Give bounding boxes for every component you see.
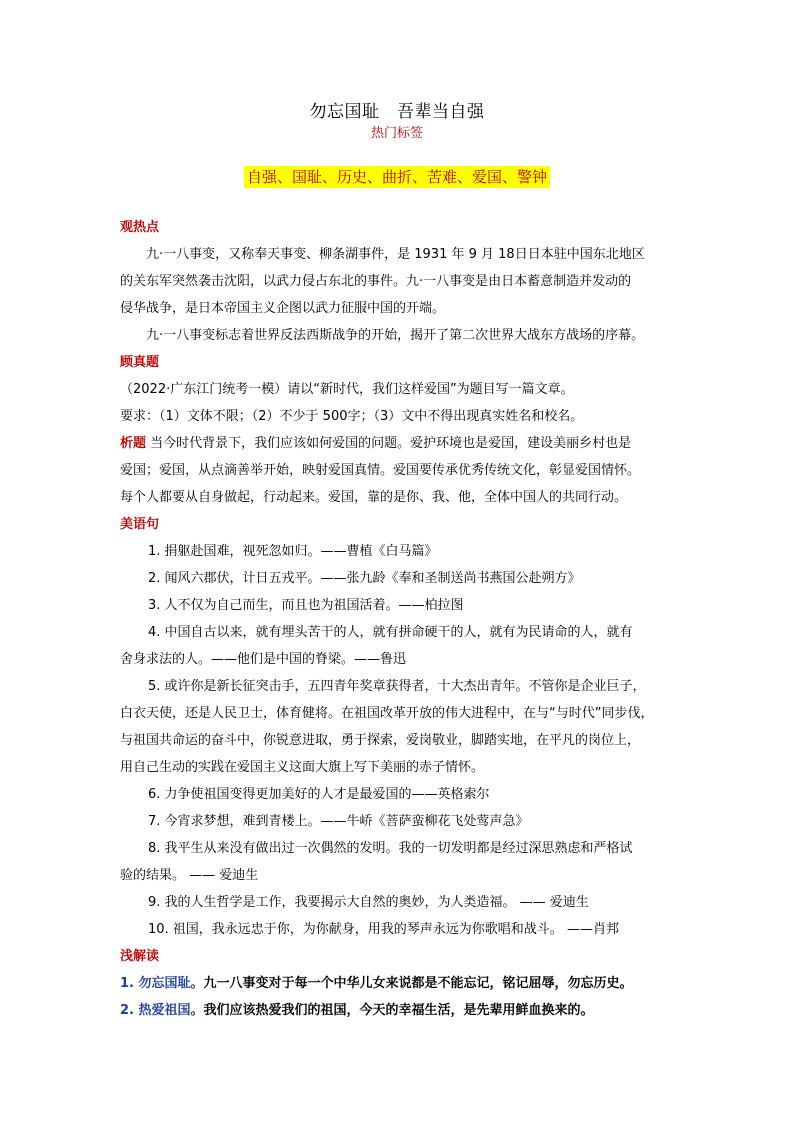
- analysis-lead: 析题: [120, 436, 147, 451]
- interpretation-text: 我们应该热爱我们的祖国，今天的幸福生活，是先辈用鲜血换来的。: [203, 1003, 594, 1018]
- document-body: [120, 214, 680, 1024]
- quote-item: 9. 我的人生哲学是工作，我要揭示大自然的奥妙，为人类造福。 —— 爱迪生: [148, 895, 589, 910]
- tag-line: [0, 166, 794, 187]
- page-subtitle: 热门标签: [370, 126, 423, 141]
- quote-item: 3. 人不仅为自己而生，而且也为祖国活着。——柏拉图: [148, 598, 464, 613]
- analysis-line: 爱国；爱国，从点滴善举开始，映射爱国真情。爱国要传承优秀传统文化，彰显爱国情怀。: [120, 463, 641, 478]
- tag-highlight: 自强、国耻、历史、曲折、苦难、爱国、警钟: [244, 166, 550, 188]
- quote-item: 2. 闻风六郡伏，计日五戎平。——张九龄《奉和圣制送尚书燕国公赴朔方》: [148, 571, 581, 586]
- section-heading-interpretation: 浅解读: [120, 949, 160, 964]
- quote-item-cont: 白衣天使，还是人民卫士，体育健将。在祖国改革开放的伟大进程中，在与“与时代”同步伐，: [120, 706, 654, 721]
- interpretation-lead: 2. 热爱祖国。: [120, 1003, 204, 1018]
- paragraph-line: 侵华战争，是日本帝国主义企图以武力征服中国的开端。: [120, 301, 446, 316]
- paragraph-line: 的关东军突然袭击沈阳，以武力侵占东北的事件。九·一八事变是由日本蓄意制造并发动的: [120, 274, 632, 289]
- analysis-line: 每个人都要从自身做起，行动起来。爱国，靠的是你、我、他，全体中国人的共同行动。: [120, 490, 628, 505]
- interpretation-lead: 1. 勿忘国耻。: [120, 976, 204, 991]
- quote-item: 10. 祖国，我永远忠于你，为你献身，用我的琴声永远为你歌唱和战斗。 ——肖邦: [148, 922, 619, 937]
- interpretation-item: [120, 970, 680, 997]
- exam-requirement-line: 要求：（1）文体不限；（2）不少于 500字；（3）文中不得出现真实姓名和校名。: [120, 409, 584, 424]
- interpretation-item: [120, 997, 680, 1024]
- quote-item-cont: 用自己生动的实践在爱国主义这面大旗上写下美丽的赤子情怀。: [120, 760, 485, 775]
- quote-item: 1. 捐躯赴国难，视死忽如归。——曹植《白马篇》: [148, 544, 438, 559]
- page-title: 勿忘国耻 吾辈当自强: [309, 102, 485, 122]
- analysis-line: [120, 430, 680, 457]
- analysis-text: 当今时代背景下，我们应该如何爱国的问题。爱护环境也是爱国，建设美丽乡村也是: [146, 436, 632, 451]
- quote-item: 7. 今宵求梦想，难到青楼上。——牛峤《菩萨蛮柳花飞处莺声急》: [148, 814, 529, 829]
- quote-item: 4. 中国自古以来，就有埋头苦干的人，就有拼命硬干的人，就有为民请命的人，就有: [148, 625, 633, 640]
- quote-item-cont: 与祖国共命运的奋斗中，你锐意进取，勇于探索，爱岗敬业，脚踏实地，在平凡的岗位上，: [120, 733, 641, 748]
- quote-item-cont: 舍身求法的人。——他们是中国的脊梁。——鲁迅: [120, 652, 407, 667]
- quote-item: 8. 我平生从来没有做出过一次偶然的发明。我的一切发明都是经过深思熟虑和严格试: [148, 841, 633, 856]
- section-heading-quotes: 美语句: [120, 517, 160, 532]
- quote-item: 6. 力争使祖国变得更加美好的人才是最爱国的——英格索尔: [148, 787, 490, 802]
- interpretation-text: 九一八事变对于每一个中华儿女来说都是不能忘记，铭记屈辱，勿忘历史。: [203, 976, 633, 991]
- section-heading-hotspot: 观热点: [120, 220, 160, 235]
- section-heading-exam: 顾真题: [120, 355, 160, 370]
- paragraph-line: 九·一八事变标志着世界反法西斯战争的开始，揭开了第二次世界大战东方战场的序幕。: [146, 328, 645, 343]
- quote-item-cont: 验的结果。 —— 爱迪生: [120, 868, 259, 883]
- paragraph-line: 九·一八事变，又称奉天事变、柳条湖事件，是 1931 年 9 月 18日日本驻中国东北地区: [146, 247, 645, 262]
- exam-question-line: （2022·广东江门统考一模）请以“新时代，我们这样爱国”为题目写一篇文章。: [120, 382, 574, 397]
- quote-item: 5. 或许你是新长征突击手，五四青年奖章获得者，十大杰出青年。不管你是企业巨子，: [148, 679, 646, 694]
